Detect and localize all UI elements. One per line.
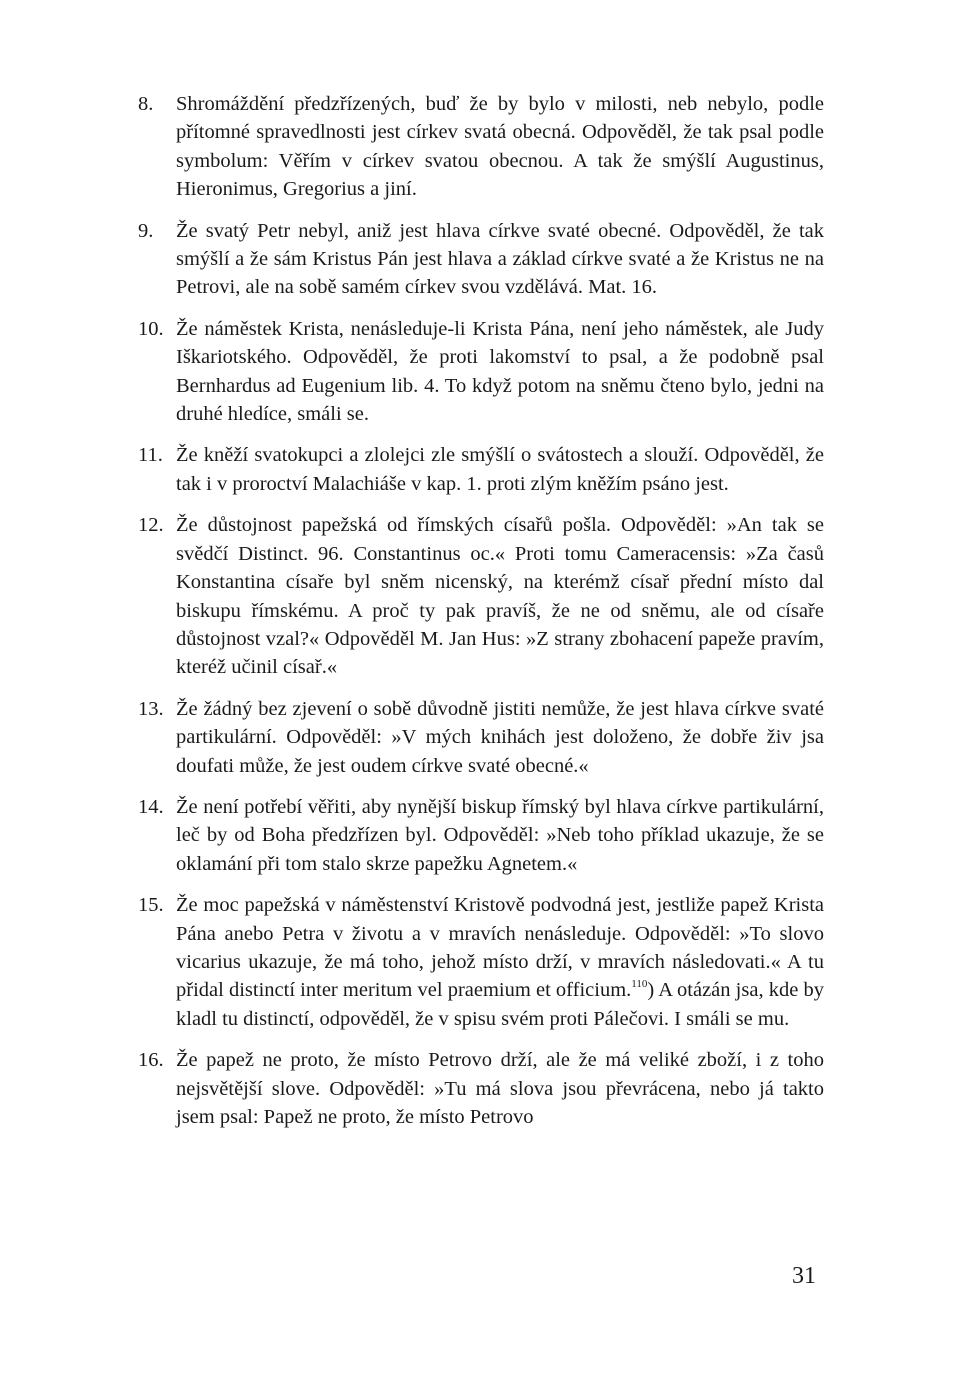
article-11	[138, 441, 824, 498]
article-number: 16.	[138, 1049, 164, 1072]
article-text: Že kněží svatokupci a zlolejci zle smýšlí o svátostech a slouží. Odpověděl, že tak i v proroctví Malachiáše v kap. 1. proti zlým kněžím psáno jest.	[176, 444, 824, 495]
article-text: Že žádný bez zjevení o sobě důvodně jistiti nemůže, že jest hlava církve svaté partikulární. Odpověděl: »V mých knihách jest doloženo, že dobře živ jsa doufati může, že jest oudem církve svaté obecné.«	[176, 697, 824, 777]
article-text-part: Že moc papežská v náměstenství Kristově podvodná jest, jestliže papež Krista Pána anebo Petra v životu a v mravích nenásleduje. Odpověděl: »To slovo vicarius ukazuje, že má toho, jehož místo drží, v mravích následovati.« A tu přidal distinctí inter meritum vel praemium et officium.	[176, 894, 824, 1002]
article-10	[138, 315, 824, 429]
article-14	[138, 793, 824, 878]
article-12	[138, 511, 824, 681]
article-number: 11.	[138, 444, 163, 467]
article-number: 8.	[138, 93, 154, 115]
article-text-part: ) A otázán jsa, kde by kladl tu distinctí, odpověděl, že v spisu svém proti Pálečovi. I smáli se mu.	[176, 979, 824, 1030]
article-number: 13.	[138, 697, 164, 720]
article-text: Že důstojnost papežská od římských císařů pošla. Odpověděl: »An tak se svědčí Distinct. 96. Constantinus oc.« Proti tomu Cameracensis: »Za časů Konstantina císaře byl sněm nicenský, na kterémž císař přední místo dal biskupu římskému. A proč ty pak pravíš, že ne od sněmu, ale od císaře důstojnost vzal?« Odpověděl M. Jan Hus: »Z strany zbohacení papeže pravím, kteréž učinil císař.«	[176, 514, 824, 679]
page-number: 31	[792, 1263, 816, 1289]
article-number: 12.	[138, 514, 164, 537]
article-number: 15.	[138, 894, 164, 917]
article-9	[138, 217, 824, 302]
article-list	[138, 90, 824, 1144]
article-text: Že náměstek Krista, nenásleduje-li Krista Pána, není jeho náměstek, ale Judy Iškariotského. Odpověděl, že proti lakomství to psal, a že podobně psal Bernhardus ad Eugenium lib. 4. To když potom na sněmu čteno bylo, jedni na druhé hledíce, smáli se.	[176, 317, 824, 426]
article-number: 14.	[138, 795, 164, 818]
article-number: 10.	[138, 317, 164, 340]
article-13	[138, 695, 824, 780]
article-number: 9.	[138, 219, 154, 242]
article-text: Že není potřebí věřiti, aby nynější biskup římský byl hlava církve partikulární, leč by od Boha předzřízen byl. Odpověděl: »Neb toho příklad ukazuje, že se oklamání při tom stalo skrze papežku Agnetem.«	[176, 795, 824, 875]
article-15	[138, 891, 824, 1033]
footnote-ref: 110	[631, 977, 648, 990]
article-text: Že svatý Petr nebyl, aniž jest hlava církve svaté obecné. Odpověděl, že tak smýšlí a že sám Kristus Pán jest hlava a základ církve svaté a že Kristus ne na Petrovi, ale na sobě samém církev svou vzdělává. Mat. 16.	[176, 219, 824, 299]
article-text	[176, 891, 824, 1033]
article-text: Že papež ne proto, že místo Petrovo drží, ale že má veliké zboží, i z toho nejsvětější slove. Odpověděl: »Tu má slova jsou převrácena, nebo já takto jsem psal: Papež ne proto, že místo Petrovo	[176, 1049, 824, 1128]
article-text: Shromáždění předzřízených, buď že by bylo v milosti, neb nebylo, podle přítomné spravedlnosti jest církev svatá obecná. Odpověděl, že tak psal podle symbolum: Věřím v církev svatou obecnou. A tak že smýšlí Augustinus, Hieronimus, Gregorius a jiní.	[176, 93, 824, 201]
article-8	[138, 90, 824, 204]
article-16	[138, 1046, 824, 1131]
